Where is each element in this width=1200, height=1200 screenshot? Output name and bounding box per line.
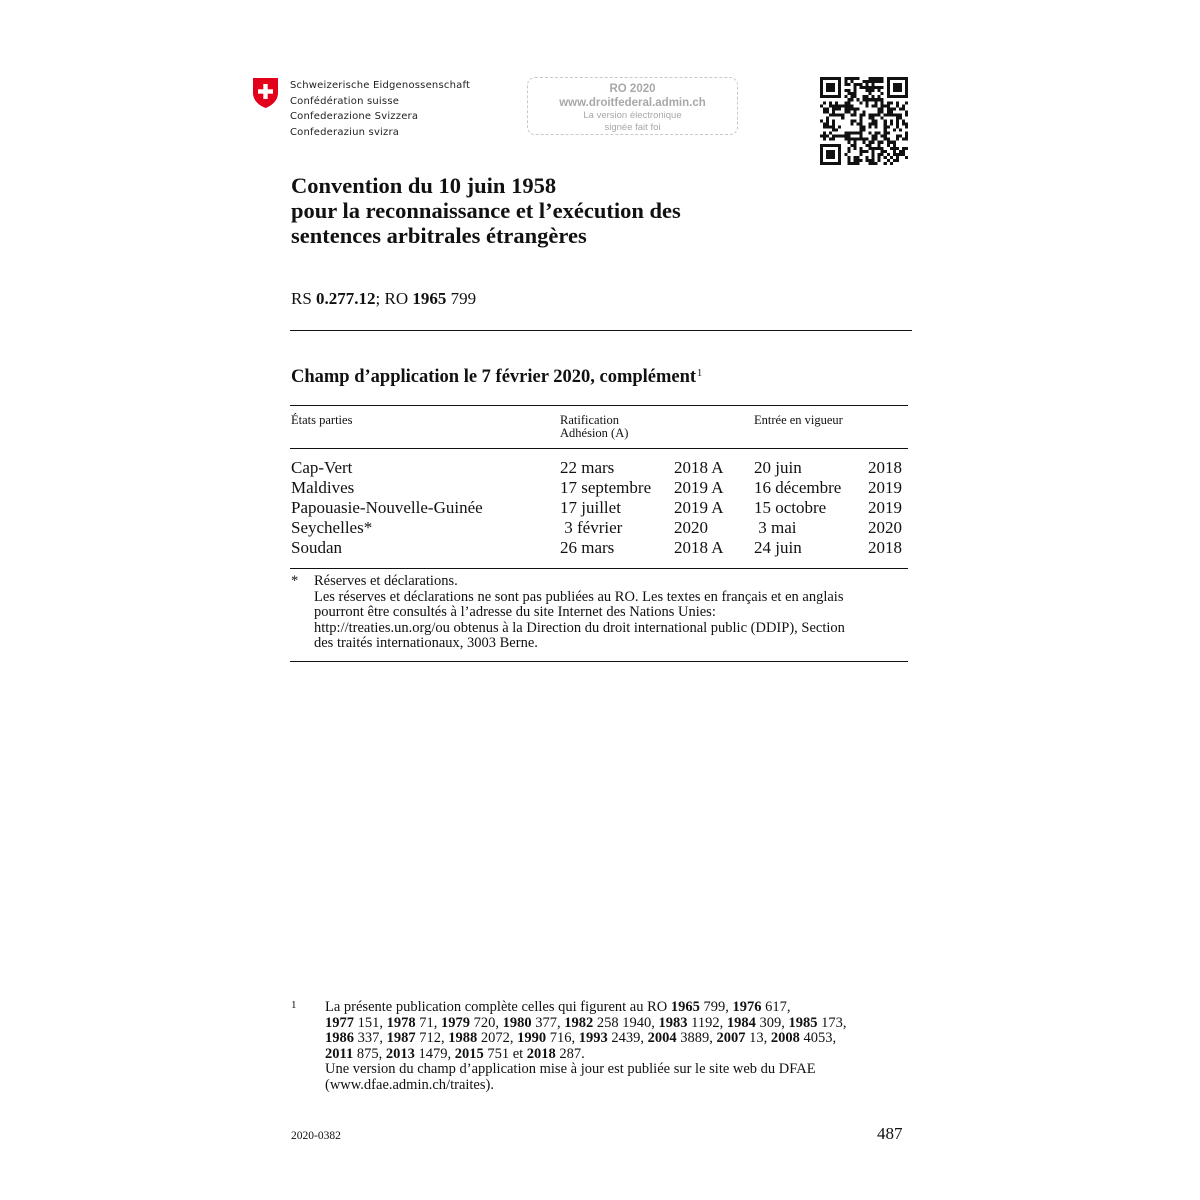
confederation-name-it: Confederazione Svizzera xyxy=(290,111,419,122)
title-line-1: Convention du 10 juin 1958 xyxy=(291,173,557,198)
ro-page: 799 xyxy=(446,289,477,308)
cell-ratification-date: 22 mars xyxy=(560,458,615,477)
table-header-rule xyxy=(290,448,908,449)
footnote-ref-year: 2011 xyxy=(325,1045,354,1062)
footnote-ref-page: 151, xyxy=(354,1014,387,1031)
document-number: 2020-0382 xyxy=(291,1130,341,1142)
footnote-ref-year: 1984 xyxy=(726,1014,756,1031)
footnote-ref-year: 2013 xyxy=(385,1045,415,1062)
confederation-names xyxy=(290,78,470,140)
cell-state: Maldives xyxy=(291,478,355,497)
footnote-ref-year: 1977 xyxy=(325,1014,354,1031)
cell-ratification-year: 2019 A xyxy=(674,498,724,517)
footnote-line-6: (www.dfae.admin.ch/traites). xyxy=(325,1076,494,1093)
note-line-3: pourront être consultés à l’adresse du site Internet des Nations Unies: xyxy=(314,604,716,620)
footnote-ref-year: 1979 xyxy=(441,1014,470,1031)
note-line-2: Les réserves et déclarations ne sont pas publiées au RO. Les textes en français et en anglais xyxy=(314,588,844,605)
footnote-ref-page: 799, xyxy=(699,999,733,1015)
footnote-ref-year: 1985 xyxy=(788,1014,818,1031)
cell-ratification-year: 2018 A xyxy=(674,458,724,477)
footnote-ref-year: 1986 xyxy=(325,1030,354,1046)
cell-state: Cap-Vert xyxy=(291,458,353,477)
cell-ratification-year: 2018 A xyxy=(674,538,724,557)
cell-ratification-date: 26 mars xyxy=(560,538,615,557)
swiss-crest-icon xyxy=(252,77,279,109)
note-line-4: http://treaties.un.org/ou obtenus à la Direction du droit international public (DDIP), Section xyxy=(314,619,845,636)
ro-sep: ; RO xyxy=(375,289,413,308)
cell-ratification-date: 3 février xyxy=(560,518,623,537)
note-text xyxy=(314,574,914,652)
stamp-text-2: signée fait foi xyxy=(604,122,661,133)
footnote-ref-page: 712, xyxy=(415,1030,449,1046)
note-line-5: des traités internationaux, 3003 Berne. xyxy=(314,635,538,651)
footnote-number: 1 xyxy=(291,999,297,1011)
footnote-ref-year: 1993 xyxy=(578,1030,608,1046)
footnote-ref-page: 2439, xyxy=(607,1030,648,1046)
cell-entry-date: 16 décembre xyxy=(754,478,842,497)
footnote-line-5: Une version du champ d’application mise à jour est publiée sur le site web du DFAE xyxy=(325,1061,816,1077)
document-title xyxy=(291,173,681,248)
footnote-ref-page: 875, xyxy=(353,1045,386,1062)
footnote-text xyxy=(325,1000,925,1093)
footnote-ref-page: 3889, xyxy=(676,1030,717,1046)
cell-state: Seychelles* xyxy=(291,518,373,537)
page-number: 487 xyxy=(877,1124,903,1143)
footnote-ref-year: 1980 xyxy=(502,1014,532,1031)
header-ratification xyxy=(560,414,628,440)
stamp-text-1: La version électronique xyxy=(583,110,682,121)
table-top-rule xyxy=(290,405,908,406)
footnote-ref: 1 xyxy=(697,368,703,379)
footnote-ref-page: 751 et xyxy=(483,1045,527,1062)
cell-state: Papouasie-Nouvelle-Guinée xyxy=(291,498,483,517)
footnote-intro: La présente publication complète celles qui figurent au RO xyxy=(325,999,671,1015)
reference-line xyxy=(291,289,476,309)
footnote-ref-page: 337, xyxy=(354,1030,387,1046)
footnote-ref-year: 2008 xyxy=(770,1030,800,1046)
footnote-ref-page: 309, xyxy=(755,1014,789,1031)
footnote-ref-page: 1192, xyxy=(687,1014,727,1031)
footnote-ref-year: 1976 xyxy=(732,999,762,1015)
footnote-ref-year: 1982 xyxy=(564,1014,594,1031)
cell-state: Soudan xyxy=(291,538,342,557)
confederation-name-de: Schweizerische Eidgenossenschaft xyxy=(290,80,471,91)
header-entry: Entrée en vigueur xyxy=(754,413,843,427)
section-heading xyxy=(291,367,702,388)
stamp-ro: RO 2020 xyxy=(609,83,656,95)
footnote-ref-page: 71, xyxy=(415,1014,441,1031)
note-line-1: Réserves et déclarations. xyxy=(314,573,458,589)
header-ratification-line-1: Ratification xyxy=(560,413,620,427)
footnote-ref-year: 2015 xyxy=(454,1045,484,1062)
footnote-ref-page: 617, xyxy=(761,999,791,1015)
cell-ratification-date: 17 juillet xyxy=(560,498,621,517)
cell-entry-year: 2020 xyxy=(868,518,902,537)
footnote-ref-year: 1990 xyxy=(517,1030,547,1046)
header-states: États parties xyxy=(291,413,353,427)
footnote-ref-year: 1983 xyxy=(658,1014,688,1031)
qr-code-icon xyxy=(820,77,908,165)
footnote-ref-year: 2004 xyxy=(647,1030,677,1046)
footnote-ref-year: 1988 xyxy=(448,1030,478,1046)
footnote-ref-page: 377, xyxy=(531,1014,565,1031)
footnote-ref-page: 1479, xyxy=(414,1045,455,1062)
footnote-ref-page: 4053, xyxy=(799,1030,837,1046)
rs-number: 0.277.12 xyxy=(316,289,376,308)
header-ratification-line-2: Adhésion (A) xyxy=(560,426,629,440)
stamp-url: www.droitfederal.admin.ch xyxy=(559,97,706,109)
confederation-name-rm: Confederaziun svizra xyxy=(290,126,400,138)
footnote-ref-page: 258 1940, xyxy=(593,1014,659,1031)
footnote-ref-page: 2072, xyxy=(477,1030,518,1046)
section-heading-text: Champ d’application le 7 février 2020, complément xyxy=(291,367,697,387)
footnote-ref-year: 1978 xyxy=(386,1014,416,1031)
title-line-2: pour la reconnaissance et l’exécution des xyxy=(291,198,681,223)
footnote-ref-year: 2018 xyxy=(526,1045,556,1062)
cell-entry-year: 2019 xyxy=(868,478,902,497)
footnote-ref-page: 13, xyxy=(745,1030,771,1046)
cell-ratification-year: 2020 xyxy=(674,518,708,537)
cell-entry-date: 3 mai xyxy=(754,518,797,537)
cell-ratification-date: 17 septembre xyxy=(560,478,652,497)
footnote-ref-year: 1987 xyxy=(386,1030,416,1046)
rs-prefix: RS xyxy=(291,289,317,308)
ro-year: 1965 xyxy=(412,289,447,308)
footnote-ref-page: 720, xyxy=(470,1014,503,1031)
footnote-ref-page: 173, xyxy=(817,1014,847,1031)
cell-entry-year: 2018 xyxy=(868,458,902,477)
divider-rule xyxy=(290,330,912,331)
footnote-ref-year: 1965 xyxy=(670,999,700,1015)
cell-entry-date: 20 juin xyxy=(754,458,802,477)
table-bottom-rule xyxy=(290,568,908,569)
cell-entry-date: 24 juin xyxy=(754,538,802,557)
title-line-3: sentences arbitrales étrangères xyxy=(291,223,587,248)
footnote-refs xyxy=(325,1000,925,1062)
cell-entry-year: 2019 xyxy=(868,498,902,517)
footnote-ref-page: 287. xyxy=(555,1045,585,1062)
footnote-ref-page: 716, xyxy=(546,1030,579,1046)
note-marker: * xyxy=(291,573,299,589)
footnote-ref-year: 2007 xyxy=(716,1030,746,1046)
notes-bottom-rule xyxy=(290,661,908,662)
electronic-signature-stamp xyxy=(527,77,738,135)
cell-ratification-year: 2019 A xyxy=(674,478,724,497)
cell-entry-date: 15 octobre xyxy=(754,498,827,517)
cell-entry-year: 2018 xyxy=(868,538,902,557)
confederation-name-fr: Confédération suisse xyxy=(290,95,400,107)
